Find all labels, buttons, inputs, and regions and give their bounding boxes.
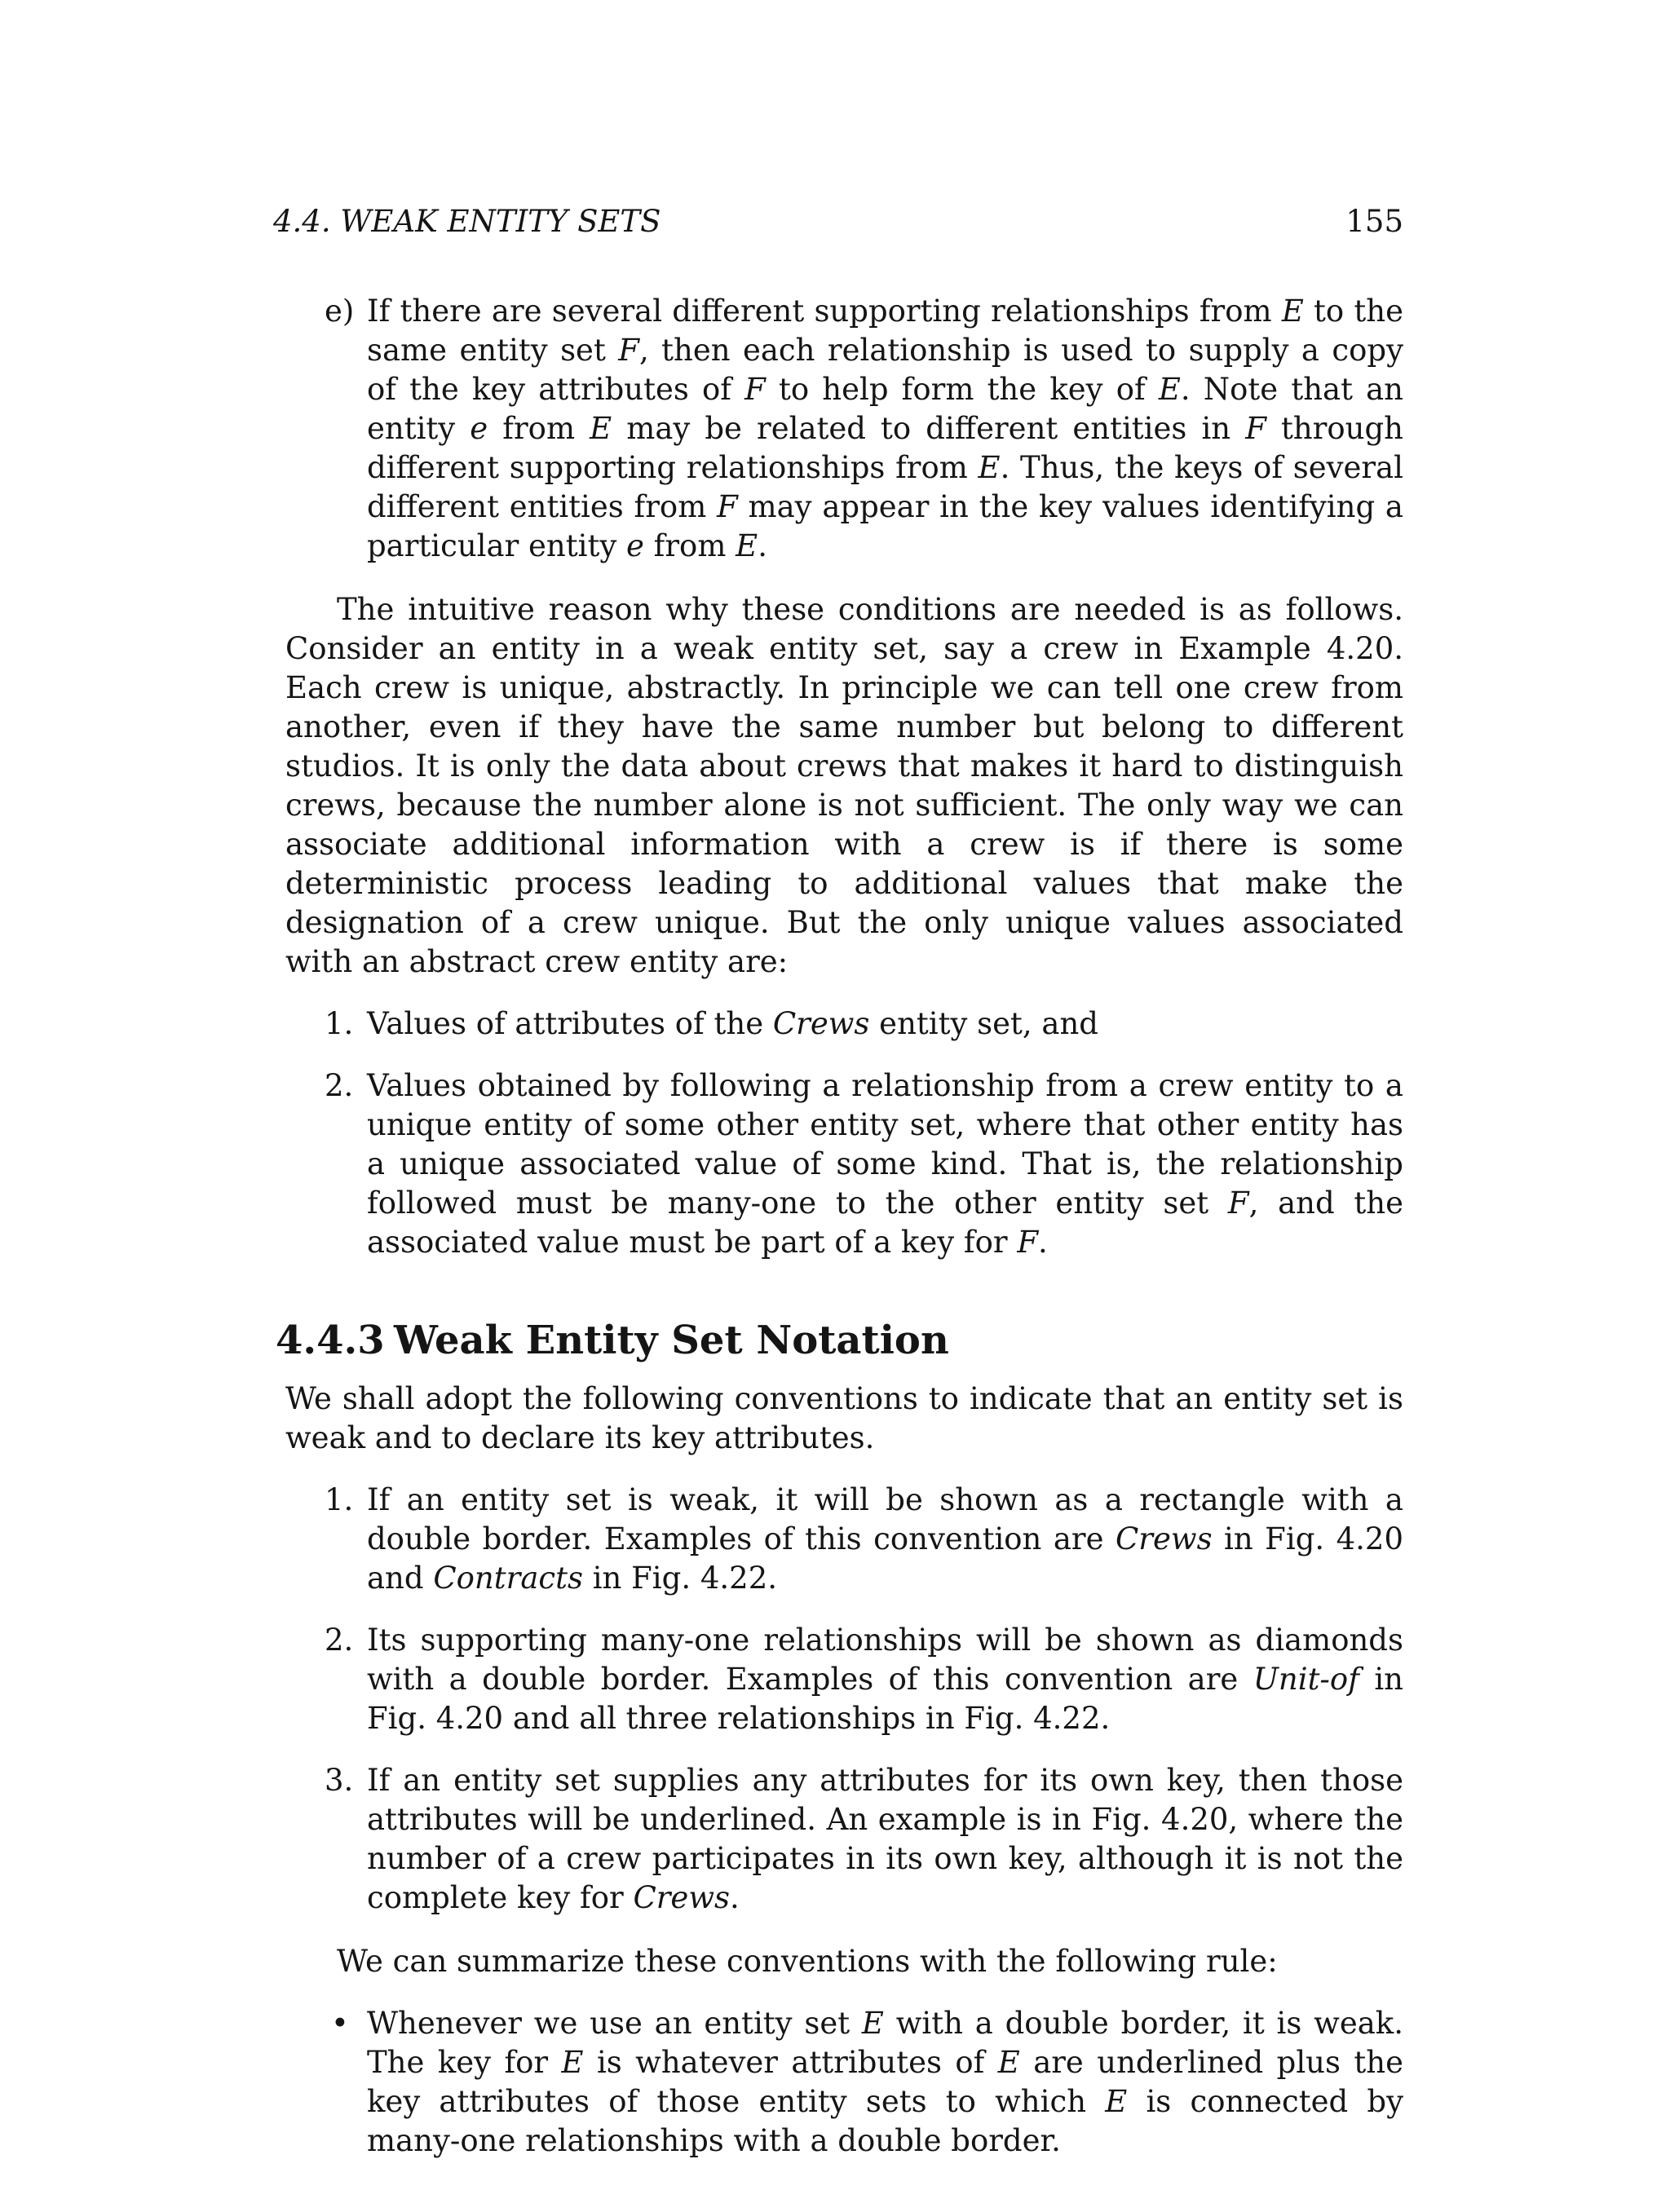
italic-term: E (861, 2006, 884, 2041)
italic-term: F (618, 333, 639, 368)
list-item-text: If an entity set supplies any attributes for its own key, then those attributes will be underlined. An example is in Fig. 4.20, where the number of a crew participates in its own key, although it is not the complete key for Crews. (367, 1763, 1403, 1915)
bullet-item (285, 2004, 1403, 2161)
list-marker: 3. (325, 1763, 354, 1798)
list-marker: 1. (325, 1482, 354, 1517)
italic-term: E (561, 2045, 584, 2080)
italic-term: E (997, 2045, 1020, 2080)
list-item-text: Values obtained by following a relationship from a crew entity to a unique entity of some other entity set, where that other entity has a unique associated value of some kind. That is, the relationship followed must be many-one to the other entity set F, and the associated value must be part of a key for F. (367, 1068, 1404, 1260)
italic-term: E (1158, 372, 1181, 407)
italic-term: E (736, 528, 758, 563)
paragraph-adopt-conventions: We shall adopt the following conventions to indicate that an entity set is weak and to declare its key attributes. (285, 1381, 1403, 1455)
italic-term: Crews (633, 1880, 730, 1915)
italic-term: E (590, 411, 612, 446)
italic-term: F (1017, 1225, 1038, 1260)
list-marker: 2. (325, 1623, 354, 1658)
italic-term: F (1245, 411, 1266, 446)
list-item-e (285, 292, 1403, 566)
italic-term: Contracts (433, 1561, 583, 1596)
italic-term: e (470, 411, 488, 446)
paragraph-summarize: We can summarize these conventions with the following rule: (337, 1944, 1278, 1979)
list-item-text: If there are several different supporting relationships from E to the same entity set F, then each relationship is used to supply a copy of the key attributes of F to help form the key of E. Note that an entity e from E may be related to different entities in F through different supporting relationships from E. Thus, the keys of several different entities from F may appear in the key values identifying a particular entity e from E. (367, 294, 1404, 563)
list-item (285, 1621, 1403, 1738)
section-title: Weak Entity Set Notation (394, 1318, 949, 1363)
running-head-section: 4.4. WEAK ENTITY SETS (273, 204, 661, 239)
italic-term: Crews (1116, 1521, 1213, 1556)
italic-term: Unit-of (1252, 1662, 1359, 1697)
italic-term: E (978, 450, 1001, 485)
list-marker: 1. (325, 1006, 354, 1041)
italic-term: F (717, 489, 738, 524)
section-heading (276, 1316, 1403, 1365)
list-item (285, 1761, 1403, 1918)
list-marker: e) (325, 294, 355, 329)
bullet-item-text: Whenever we use an entity set E with a double border, it is weak. The key for E is whatever attributes of E are underlined plus the key attributes of those entity sets to which E is connected by many-one relationships with a double border. (367, 2006, 1403, 2158)
running-head (273, 202, 1403, 241)
paragraph-intuitive-reason: The intuitive reason why these conditions are needed is as follows. Consider an entity in a weak entity set, say a crew in Example 4.20. Each crew is unique, abstractly. In principle we can tell one crew from another, even if they have the same number but belong to different studios. It is only the data about crews that makes it hard to distinguish crews, because the number alone is not sufficient. The only way we can associate additional information with a crew is if there is some deterministic process leading to additional values that make the designation of a crew unique. But the only unique values associated with an abstract crew entity are: (285, 592, 1403, 979)
list-item (285, 1004, 1403, 1044)
section-number: 4.4.3 (276, 1318, 385, 1363)
italic-term: F (1227, 1185, 1249, 1221)
list-item (285, 1066, 1403, 1262)
list-item (285, 1481, 1403, 1598)
page-number: 155 (1345, 204, 1403, 239)
italic-term: E (1105, 2084, 1128, 2119)
italic-term: e (626, 528, 644, 563)
bullet-marker: • (331, 2006, 349, 2041)
italic-term: E (1281, 294, 1304, 329)
list-item-text: If an entity set is weak, it will be shown as a rectangle with a double border. Examples of this convention are Crews in Fig. 4.20 and Contracts in Fig. 4.22. (367, 1482, 1403, 1596)
list-item-text: Its supporting many-one relationships will be shown as diamonds with a double border. Examples of this convention are Unit-of in Fig. 4.20 and all three relationships in Fig. 4.22. (367, 1623, 1403, 1736)
list-item-text: Values of attributes of the Crews entity set, and (367, 1006, 1098, 1041)
list-marker: 2. (325, 1068, 354, 1103)
italic-term: Crews (772, 1006, 870, 1041)
italic-term: F (744, 372, 766, 407)
page-body (276, 292, 1404, 2161)
